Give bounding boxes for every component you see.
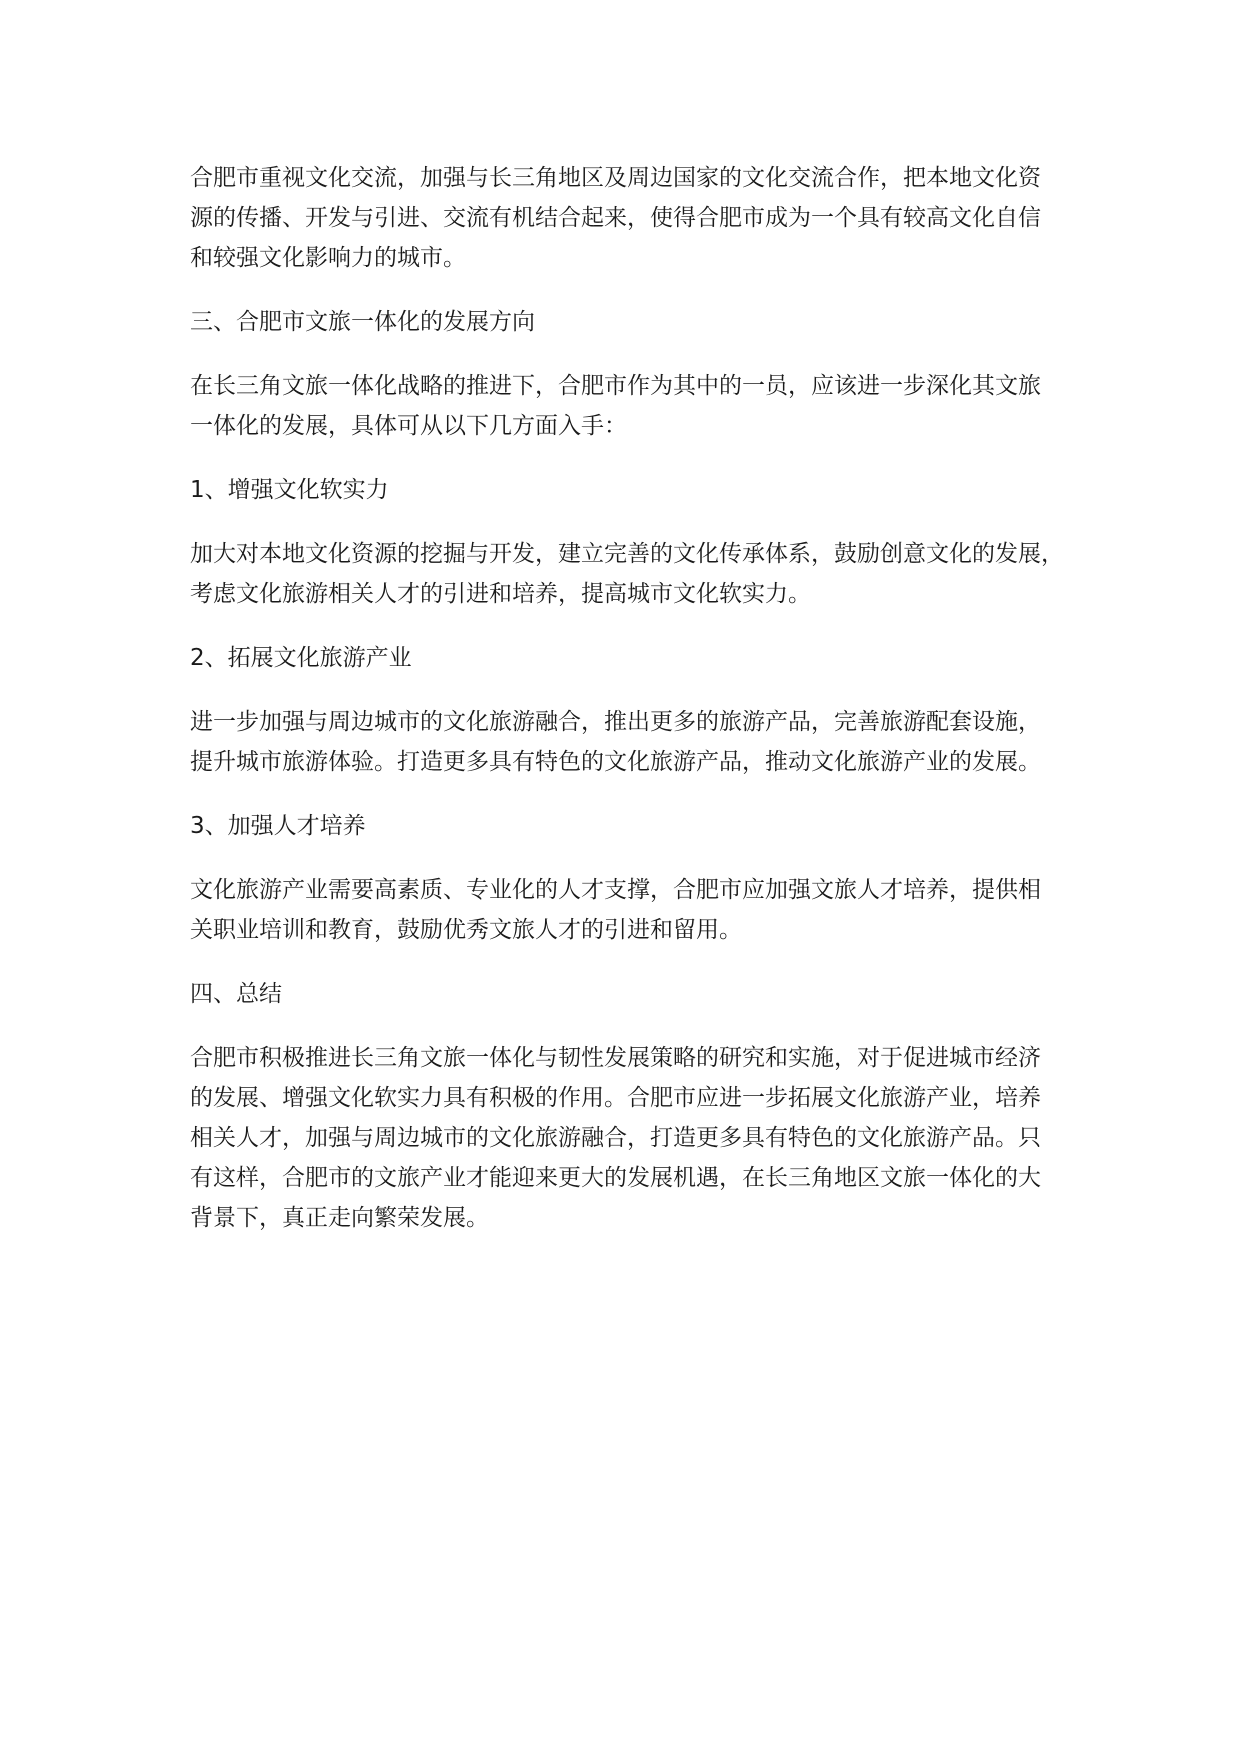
subheading-cultural-soft-power: 1、增强文化软实力 (190, 477, 389, 503)
subheading-talent-cultivation: 3、加强人才培养 (190, 813, 366, 839)
paragraph-cultural-soft-power: 加大对本地文化资源的挖掘与开发，建立完善的文化传承体系，鼓励创意文化的发展， 考虑文化旅游相关人才的引进和培养，提高城市文化软实力。 (190, 541, 1064, 607)
document-body (190, 158, 1090, 1262)
section-heading-summary: 四、总结 (190, 981, 282, 1007)
paragraph-cultural-exchange: 合肥市重视文化交流，加强与长三角地区及周边国家的文化交流合作，把本地文化资 源的传播、开发与引进、交流有机结合起来，使得合肥市成为一个具有较高文化自信 和较强文化影响力的城市。 (190, 165, 1041, 271)
paragraph-talent-cultivation: 文化旅游产业需要高素质、专业化的人才支撑，合肥市应加强文旅人才培养，提供相 关职业培训和教育，鼓励优秀文旅人才的引进和留用。 (190, 877, 1041, 943)
paragraph-summary: 合肥市积极推进长三角文旅一体化与韧性发展策略的研究和实施，对于促进城市经济 的发展、增强文化软实力具有积极的作用。合肥市应进一步拓展文化旅游产业，培养 相关人才，加强与周边城市的文化旅游融合，打造更多具有特色的文化旅游产品。只 有这样，合肥市的文旅产业才能迎来更大的发展机遇，在长三角地区文旅一体化的大 背景下，真正走向繁荣发展。 (190, 1045, 1041, 1231)
paragraph-tourism-industry: 进一步加强与周边城市的文化旅游融合，推出更多的旅游产品，完善旅游配套设施， 提升城市旅游体验。打造更多具有特色的文化旅游产品，推动文化旅游产业的发展。 (190, 709, 1041, 775)
section-heading-development-direction: 三、合肥市文旅一体化的发展方向 (190, 309, 535, 335)
paragraph-development-intro: 在长三角文旅一体化战略的推进下，合肥市作为其中的一员，应该进一步深化其文旅 一体化的发展，具体可从以下几方面入手： (190, 373, 1041, 439)
subheading-tourism-industry: 2、拓展文化旅游产业 (190, 645, 412, 671)
